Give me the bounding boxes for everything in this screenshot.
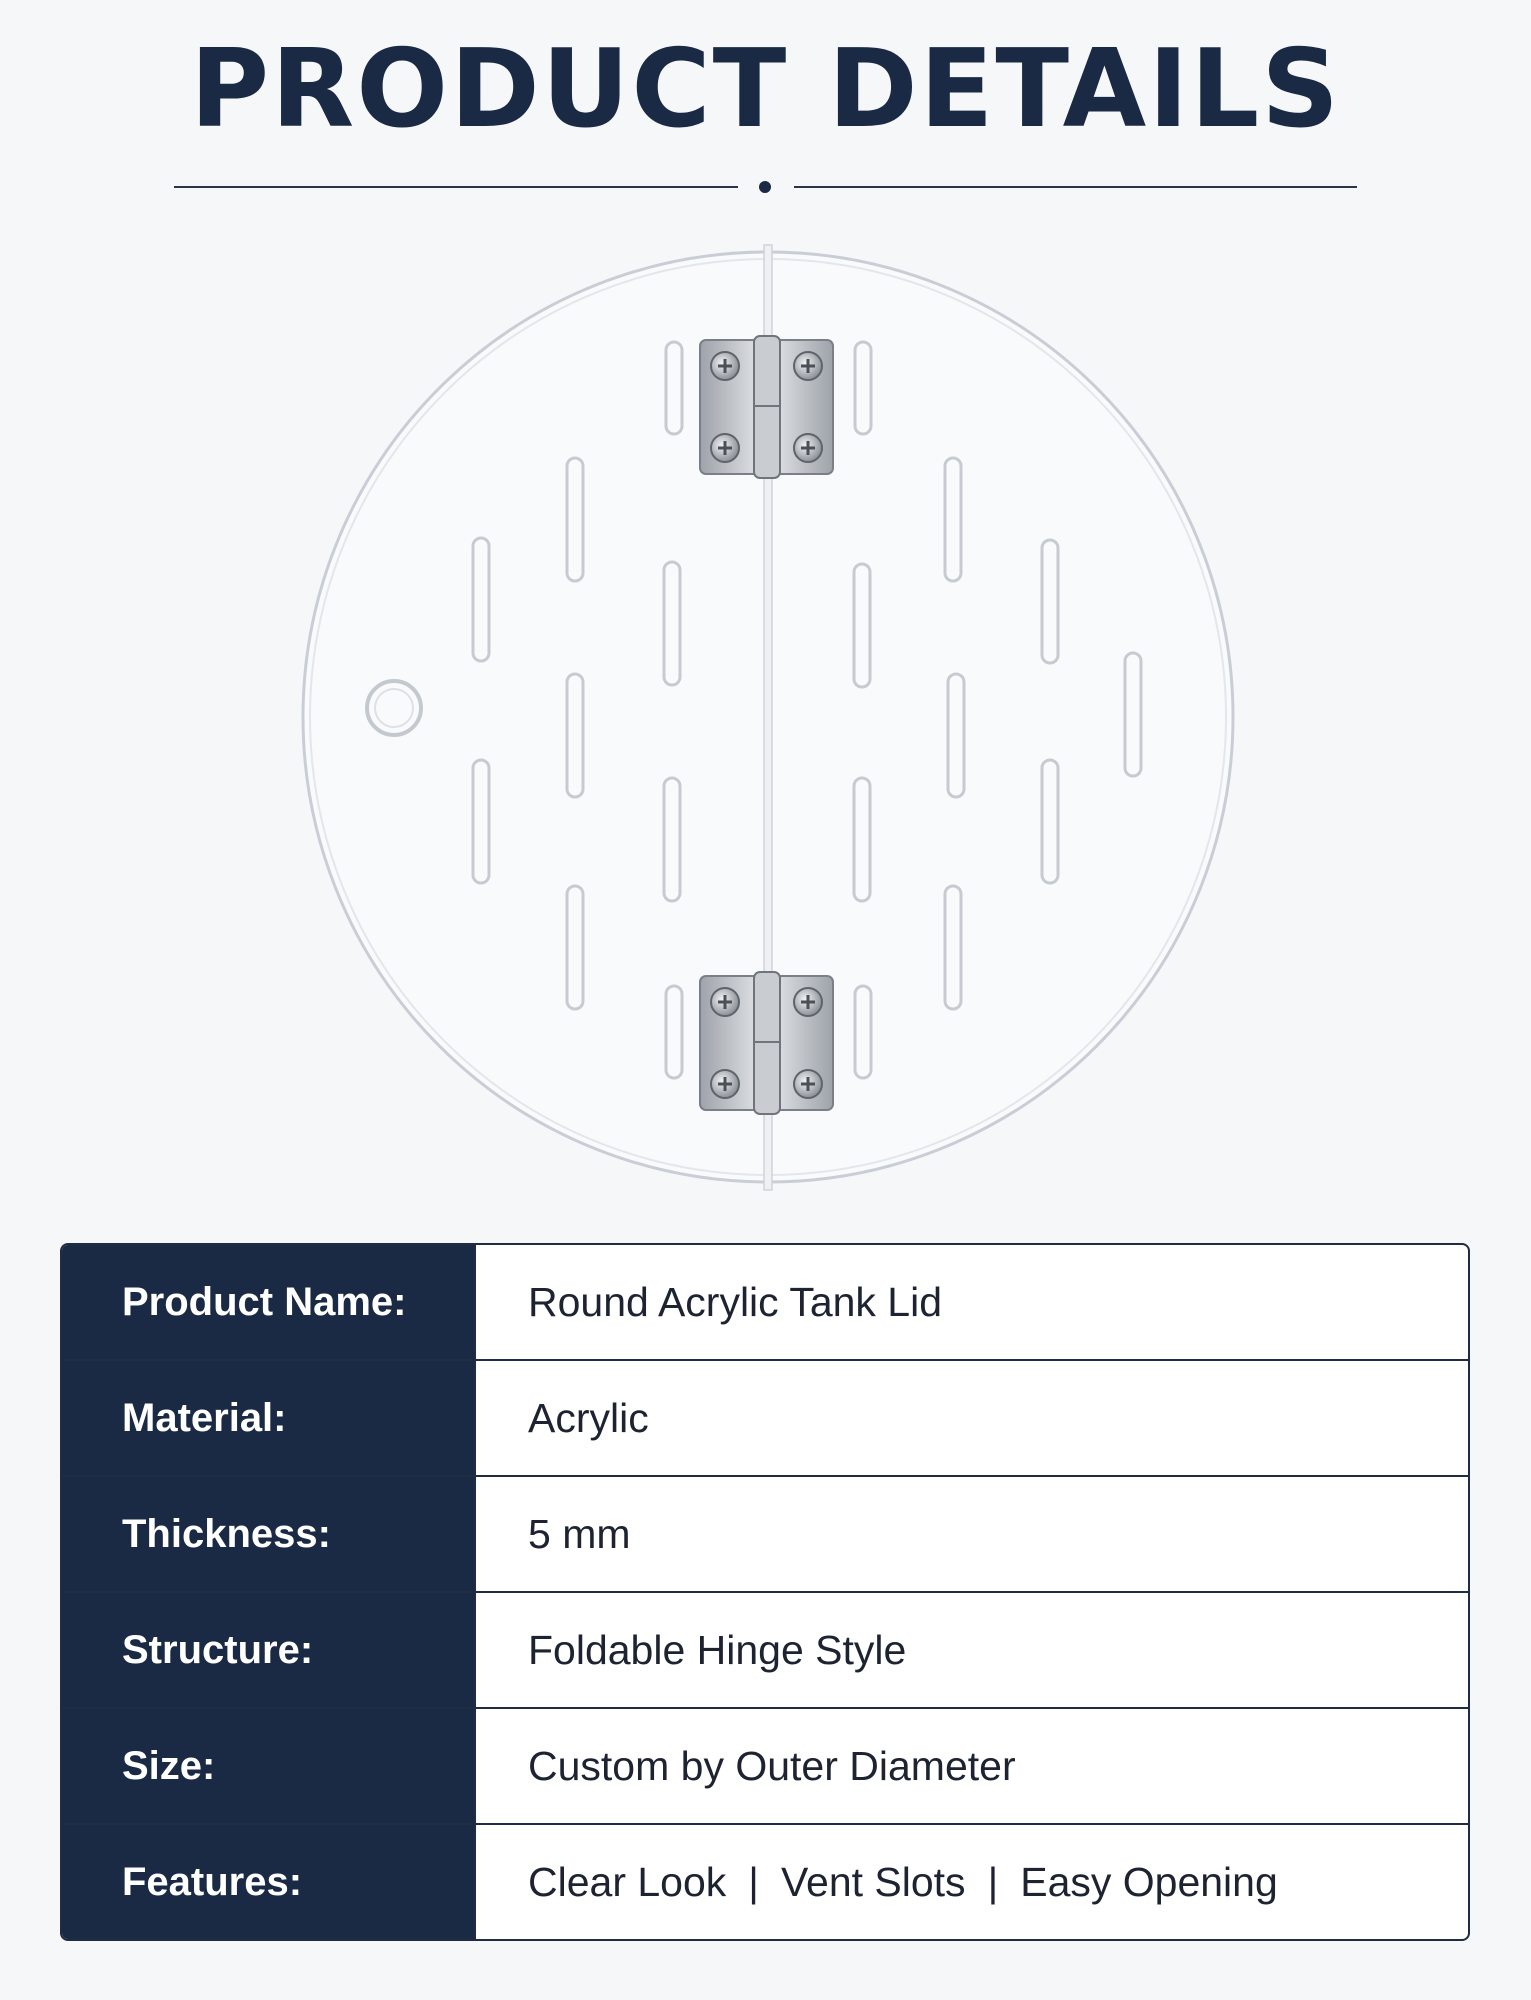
hinge-bottom: [700, 972, 833, 1114]
feature-item: Easy Opening: [1020, 1858, 1278, 1905]
spec-label: Structure:: [62, 1593, 476, 1707]
spec-row-structure: [62, 1593, 1468, 1709]
spec-row-material: [62, 1361, 1468, 1477]
spec-value: Custom by Outer Diameter: [528, 1742, 1016, 1789]
spec-value: 5 mm: [528, 1510, 631, 1557]
divider-left: [174, 186, 738, 188]
features-value: [476, 1825, 1468, 1939]
spec-value: Acrylic: [528, 1394, 649, 1441]
page-title: PRODUCT DETAILS: [189, 27, 1342, 152]
product-image-acrylic-lid: [280, 230, 1260, 1210]
spec-value: Foldable Hinge Style: [528, 1626, 907, 1673]
spec-label: Product Name:: [62, 1245, 476, 1359]
spec-table: [60, 1243, 1470, 1941]
hinge-top: [700, 336, 833, 478]
spec-row-features: [62, 1825, 1468, 1939]
divider-dot: [759, 181, 771, 193]
spec-label: Features:: [62, 1825, 476, 1939]
spec-label: Size:: [62, 1709, 476, 1823]
feature-item: Vent Slots: [780, 1858, 966, 1905]
spec-row-product-name: [62, 1245, 1468, 1361]
spec-row-thickness: [62, 1477, 1468, 1593]
divider-right: [794, 186, 1357, 188]
spec-value: Round Acrylic Tank Lid: [528, 1278, 943, 1325]
feature-item: Clear Look: [528, 1858, 727, 1905]
spec-label: Thickness:: [62, 1477, 476, 1591]
spec-row-size: [62, 1709, 1468, 1825]
feature-separator: |: [987, 1858, 999, 1905]
feature-separator: |: [748, 1858, 759, 1905]
spec-label: Material:: [62, 1361, 476, 1475]
